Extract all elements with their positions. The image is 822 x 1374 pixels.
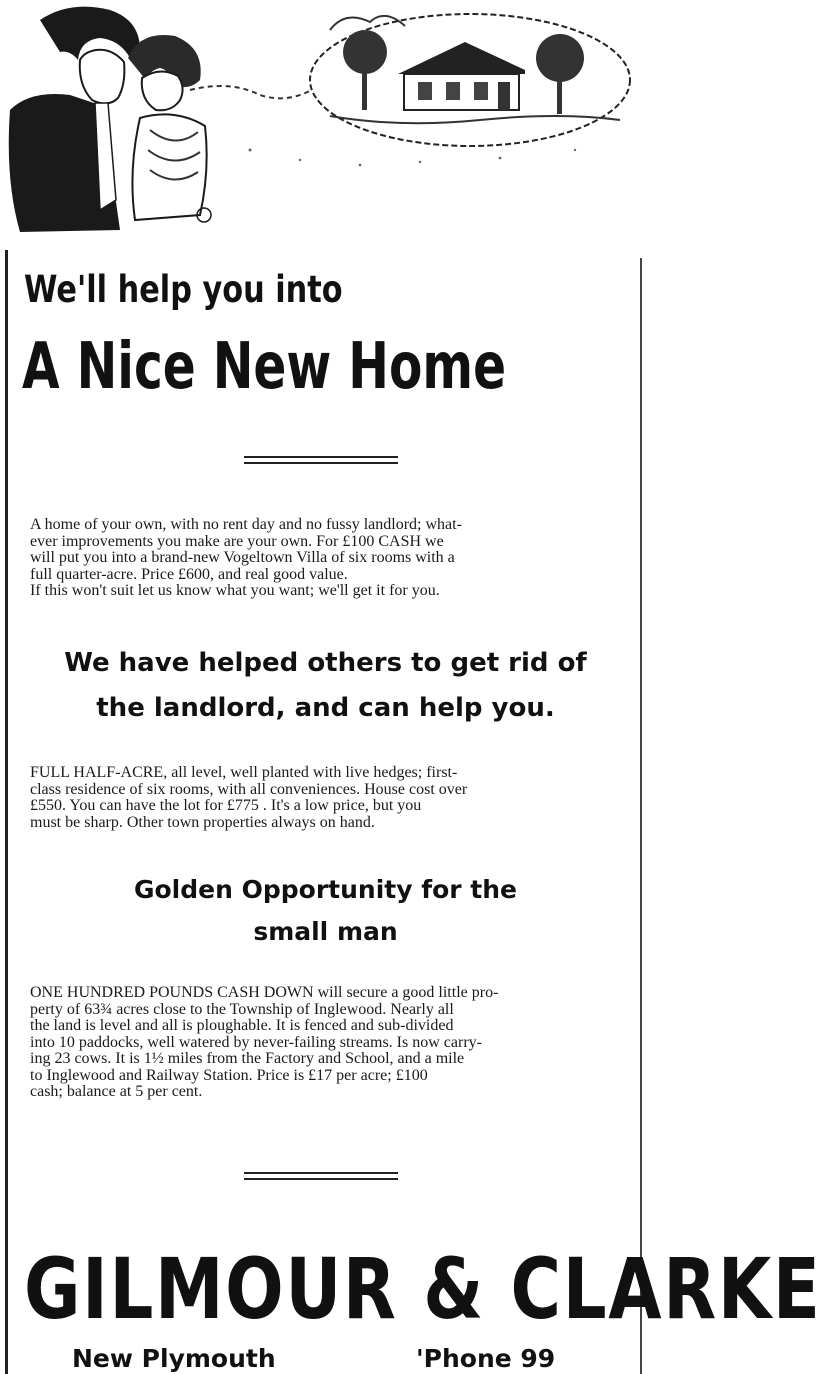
paragraph-inglewood-property [30,985,610,1101]
headline-large: A Nice New Home [22,330,507,404]
subheading-golden-line-1: Golden Opportunity for the [133,875,518,904]
company-location: New Plymouth [72,1344,276,1373]
headline-small: We'll help you into [24,268,343,311]
printing-specks [249,149,577,167]
couple-dreaming-of-house-illustration [0,0,651,250]
paragraph-line: must be sharp. Other town properties always on hand. [30,813,375,831]
paragraph-home-offer [30,517,610,600]
paragraph-line: A home of your own, with no rent day and no fussy landlord; what- [30,516,462,533]
paragraph-line: ever improvements you make are your own. For £100 CASH we [30,532,444,550]
double-rule-divider [244,1172,398,1180]
subheading-landlord-line-2: the landlord, and can help you. [96,693,555,723]
paragraph-line: to Inglewood and Railway Station. Price is £17 per acre; £100 [30,1066,428,1084]
dream-house-scene [310,14,630,146]
company-phone: 'Phone 99 [416,1344,556,1373]
paragraph-half-acre [30,765,608,831]
paragraph-line: full quarter-acre. Price £600, and real good value. [30,565,348,583]
left-border-rule [5,250,8,1374]
right-border-rule [640,258,642,1374]
woman-figure [128,35,211,222]
paragraph-line: ing 23 cows. It is 1½ miles from the Factory and School, and a mile [30,1050,465,1067]
double-rule-divider [244,456,398,464]
subheading-golden-line-2: small man [253,917,398,946]
paragraph-line: If this won't suit let us know what you want; we'll get it for you. [30,582,440,599]
paragraph-line: FULL HALF-ACRE, all level, well planted with live hedges; first- [30,764,458,781]
paragraph-line: £550. You can have the lot for £775 . It's a low price, but you [30,797,422,814]
subheading-landlord-line-1: We have helped others to get rid of [64,648,587,678]
paragraph-line: the land is level and all is ploughable. It is fenced and sub-divided [30,1017,454,1034]
paragraph-line: ONE HUNDRED POUNDS CASH DOWN will secure a good little pro- [30,984,499,1001]
paragraph-line: will put you into a brand-new Vogeltown Villa of six rooms with a [30,549,455,566]
paragraph-line: perty of 63¾ acres close to the Township of Inglewood. Nearly all [30,1000,454,1018]
paragraph-line: cash; balance at 5 per cent. [30,1083,203,1100]
company-name: GILMOUR & CLARKE [24,1240,822,1338]
man-figure [9,7,140,232]
paragraph-line: into 10 paddocks, well watered by never-failing streams. Is now carry- [30,1033,482,1051]
paragraph-line: class residence of six rooms, with all conveniences. House cost over [30,780,468,798]
